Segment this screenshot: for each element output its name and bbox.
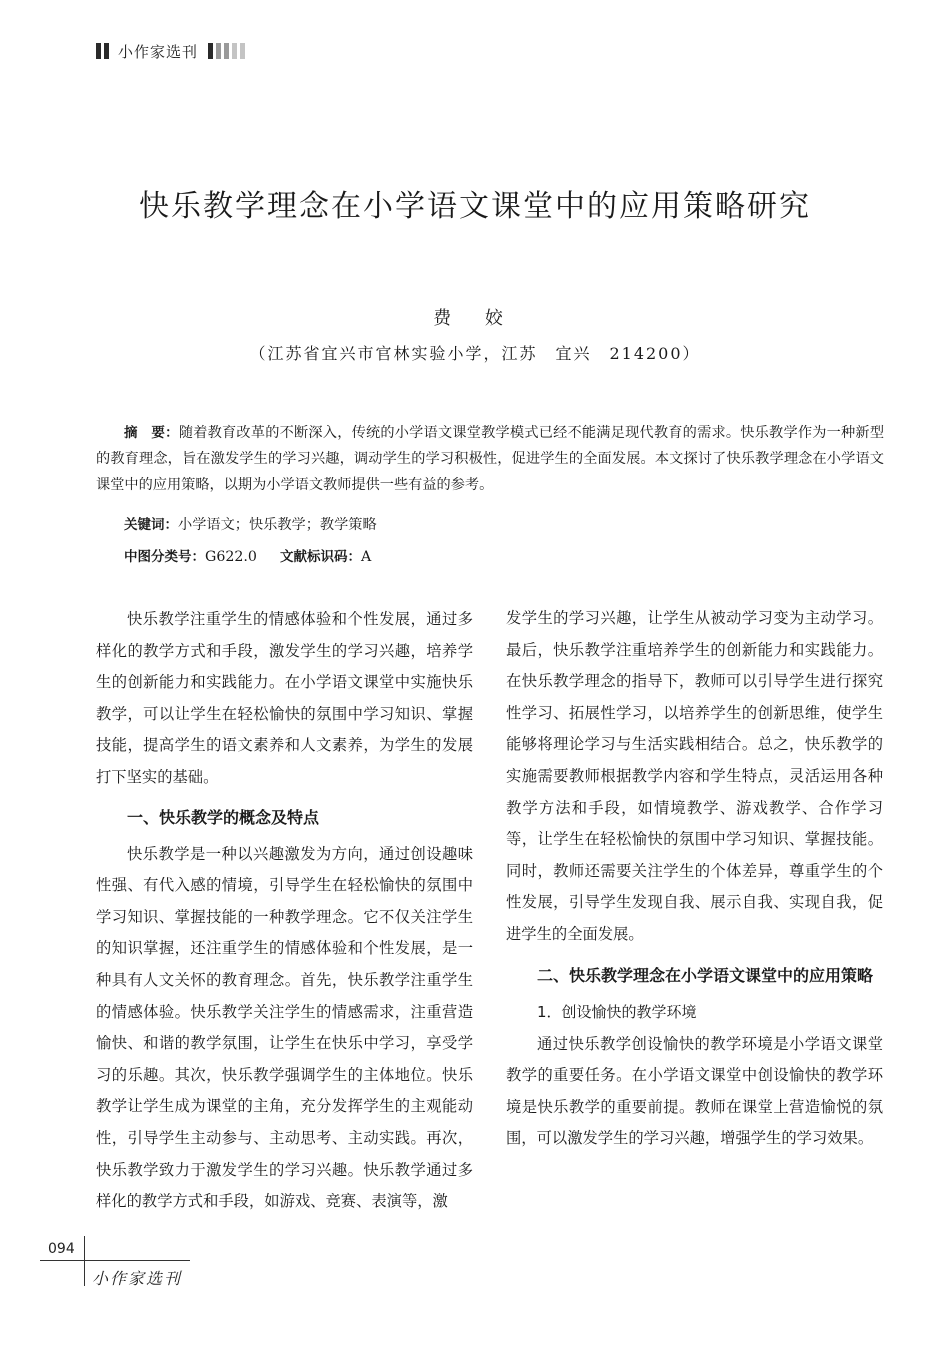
subsection1-paragraph: 通过快乐教学创设愉快的教学环境是小学语文课堂教学的重要任务。在小学语文课堂中创设愉快的教学环境是快乐教学的重要前提。教师在课堂上营造愉悦的氛围，可以激发学生的学习兴趣，增强学生的学习效果。 bbox=[506, 1034, 883, 1148]
author-name: 费 姣 bbox=[433, 308, 517, 329]
running-header bbox=[96, 40, 248, 62]
section1-heading: 一、快乐教学的概念及特点 bbox=[127, 807, 320, 827]
section1-paragraph-continued: 发学生的学习兴趣，让学生从被动学习变为主动学习。最后，快乐教学注重培养学生的创新能力和实践能力。在快乐教学理念的指导下，教师可以引导学生进行探究性学习、拓展性学习，以培养学生的创新思维，使学生能够将理论学习与生活实践相结合。总之，快乐教学的实施需要教师根据教学内容和学生特点，灵活运用各种教学方法和手段，如情境教学、游戏教学、合作学习等，让学生在轻松愉快的氛围中学习知识、掌握技能。同时，教师还需要关注学生的个体差异，尊重学生的个性发展，引导学生发现自我、展示自我、实现自我，促进学生的全面发展。 bbox=[506, 609, 883, 943]
header-bar-mark bbox=[240, 43, 245, 59]
keywords-line bbox=[124, 512, 377, 538]
header-bar-mark bbox=[96, 43, 101, 59]
keywords-text: 小学语文；快乐教学；教学策略 bbox=[178, 517, 377, 533]
article-title: 快乐教学理念在小学语文课堂中的应用策略研究 bbox=[139, 189, 811, 224]
left-column bbox=[96, 604, 473, 1218]
page-number: 094 bbox=[48, 1241, 75, 1257]
section2-heading: 二、快乐教学理念在小学语文课堂中的应用策略 bbox=[537, 965, 874, 985]
author-affiliation: （江苏省宜兴市官林实验小学，江苏 宜兴 214200） bbox=[249, 344, 701, 363]
right-column bbox=[506, 603, 883, 1155]
footer-journal-logo: 小作家选刊 bbox=[92, 1269, 183, 1288]
header-bar-mark bbox=[216, 43, 221, 59]
header-bar-mark bbox=[208, 43, 213, 59]
header-bar-mark bbox=[232, 43, 237, 59]
doc-code-label: 文献标识码： bbox=[279, 549, 361, 565]
section1-paragraph: 快乐教学是一种以兴趣激发为方向，通过创设趣味性强、有代入感的情境，引导学生在轻松愉快的氛围中学习知识、掌握技能的一种教学理念。它不仅关注学生的知识掌握，还注重学生的情感体验和个性发展，是一种具有人文关怀的教育理念。首先，快乐教学注重学生的情感体验。快乐教学关注学生的情感需求，注重营造愉快、和谐的教学氛围，让学生在快乐中学习，享受学习的乐趣。其次，快乐教学强调学生的主体地位。快乐教学让学生成为课堂的主角，充分发挥学生的主观能动性，引导学生主动参与、主动思考、主动实践。再次，快乐教学致力于激发学生的学习兴趣。快乐教学通过多样化的教学方式和手段，如游戏、竞赛、表演等，激 bbox=[96, 844, 473, 1211]
classification-label: 中图分类号： bbox=[124, 549, 205, 565]
footer-divider bbox=[84, 1236, 85, 1286]
doc-code-value: A bbox=[360, 549, 372, 565]
abstract bbox=[96, 420, 884, 498]
classification-value: G622.0 bbox=[205, 549, 257, 565]
classification-line bbox=[124, 544, 371, 570]
footer-rule bbox=[40, 1260, 190, 1261]
journal-name: 小作家选刊 bbox=[118, 42, 199, 61]
intro-paragraph: 快乐教学注重学生的情感体验和个性发展，通过多样化的教学方式和手段，激发学生的学习兴趣，培养学生的创新能力和实践能力。在小学语文课堂中实施快乐教学，可以让学生在轻松愉快的氛围中学习知识、掌握技能，提高学生的语文素养和人文素养，为学生的发展打下坚实的基础。 bbox=[96, 610, 473, 786]
abstract-text: 随着教育改革的不断深入，传统的小学语文课堂教学模式已经不能满足现代教育的需求。快乐教学作为一种新型的教育理念，旨在激发学生的学习兴趣，调动学生的学习积极性，促进学生的全面发展。本文探讨了快乐教学理念在小学语文课堂中的应用策略，以期为小学语文教师提供一些有益的参考。 bbox=[96, 425, 885, 493]
keywords-label: 关键词： bbox=[124, 517, 178, 533]
header-bar-mark bbox=[104, 43, 109, 59]
subsection1-heading: 1．创设愉快的教学环境 bbox=[537, 1002, 697, 1021]
header-bar-mark bbox=[224, 43, 229, 59]
abstract-label: 摘 要： bbox=[124, 425, 179, 441]
